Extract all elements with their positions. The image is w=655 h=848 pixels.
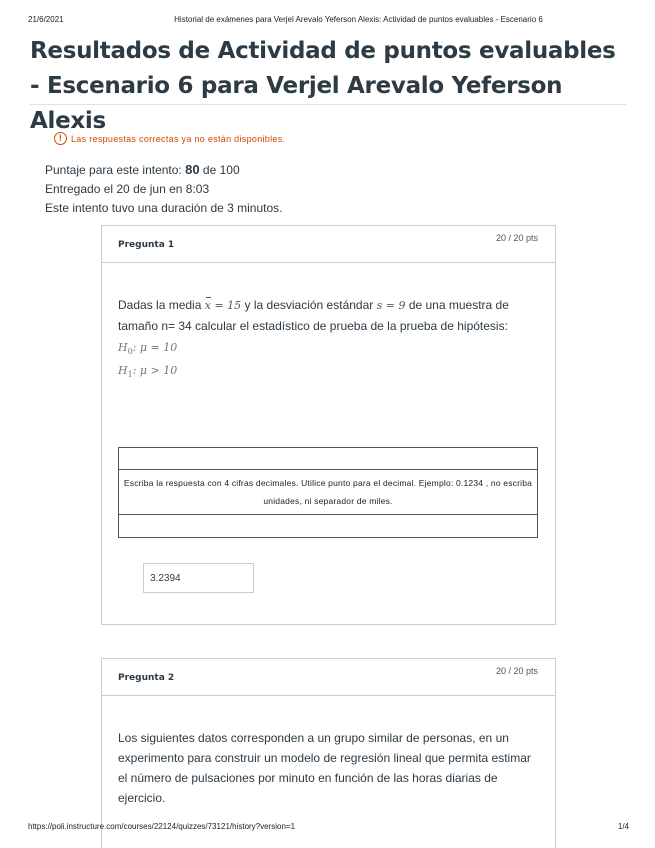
hypothesis-expression: : μ > 10	[132, 364, 178, 377]
hypothesis-label: H	[118, 364, 128, 377]
question-header	[102, 226, 555, 263]
answer-field[interactable]: 3.2394	[143, 563, 254, 593]
notice-text: Las respuestas correctas ya no están disponibles.	[71, 133, 286, 144]
page-title: Resultados de Actividad de puntos evaluables - Escenario 6 para Verjel Arevalo Yeferson Alexis	[30, 38, 616, 134]
print-date: 21/6/2021	[28, 15, 64, 24]
hypothesis-label: H	[118, 341, 128, 354]
table-row	[119, 470, 537, 515]
print-url: https://poli.instructure.com/courses/22124/quizzes/73121/history?version=1	[28, 822, 296, 831]
sd-symbol: s	[376, 299, 383, 312]
question-name: Pregunta 1	[118, 240, 175, 250]
instructions-table	[118, 447, 538, 538]
title-divider	[30, 104, 626, 105]
table-row	[119, 448, 537, 470]
score-label: Puntaje para este intento:	[45, 163, 182, 177]
hypothesis-subscript: 0	[127, 347, 133, 357]
question-text-part: Dadas la media	[118, 298, 202, 312]
question-text-part: y la desviación estándar	[244, 298, 374, 312]
question-name: Pregunta 2	[118, 673, 175, 683]
table-row	[119, 515, 537, 537]
score-suffix: de 100	[202, 163, 240, 177]
question-text: Los siguientes datos corresponden a un grupo similar de personas, en un experimento para construir un modelo de regresión lineal que permita estimar el número de pulsaciones por minuto en función de las horas diarias de ejercicio.	[118, 731, 531, 805]
submitted-line: Entregado el 20 de jun en 8:03	[45, 182, 210, 196]
warning-circle-icon: !	[54, 132, 67, 145]
question-header	[102, 659, 555, 696]
hypothesis-subscript: 1	[127, 370, 133, 380]
sd-expression	[377, 299, 406, 312]
null-hypothesis	[118, 341, 177, 356]
question-1	[101, 225, 556, 625]
mean-expression	[205, 299, 241, 312]
sd-value: = 9	[385, 299, 406, 312]
alternative-hypothesis	[118, 364, 177, 379]
duration-line: Este intento tuvo una duración de 3 minutos.	[45, 201, 283, 215]
page-number: 1/4	[617, 822, 629, 831]
hypothesis-expression: : μ = 10	[132, 341, 178, 354]
question-points: 20 / 20 pts	[495, 666, 538, 676]
question-text-part: de una muestra de tamaño n= 34 calcular el estadístico de prueba de la prueba de hipótesis:	[118, 298, 509, 333]
score-line	[45, 160, 283, 180]
question-text	[118, 295, 542, 336]
answers-unavailable-notice	[54, 132, 285, 145]
attempt-summary	[45, 160, 283, 218]
question-2	[101, 658, 556, 848]
score-value: 80	[185, 162, 200, 177]
print-doc-title: Historial de exámenes para Verjel Arevalo Yeferson Alexis: Actividad de puntos evaluables - Escenario 6	[174, 15, 543, 24]
mean-symbol: x	[205, 296, 211, 316]
instructions-text: Escriba la respuesta con 4 cifras decimales. Utilice punto para el decimal. Ejemplo: 0.1234 , no escriba unidades, ni separador de miles.	[123, 478, 533, 506]
mean-value: = 15	[214, 299, 242, 312]
question-points: 20 / 20 pts	[495, 233, 538, 243]
print-header	[28, 15, 629, 27]
